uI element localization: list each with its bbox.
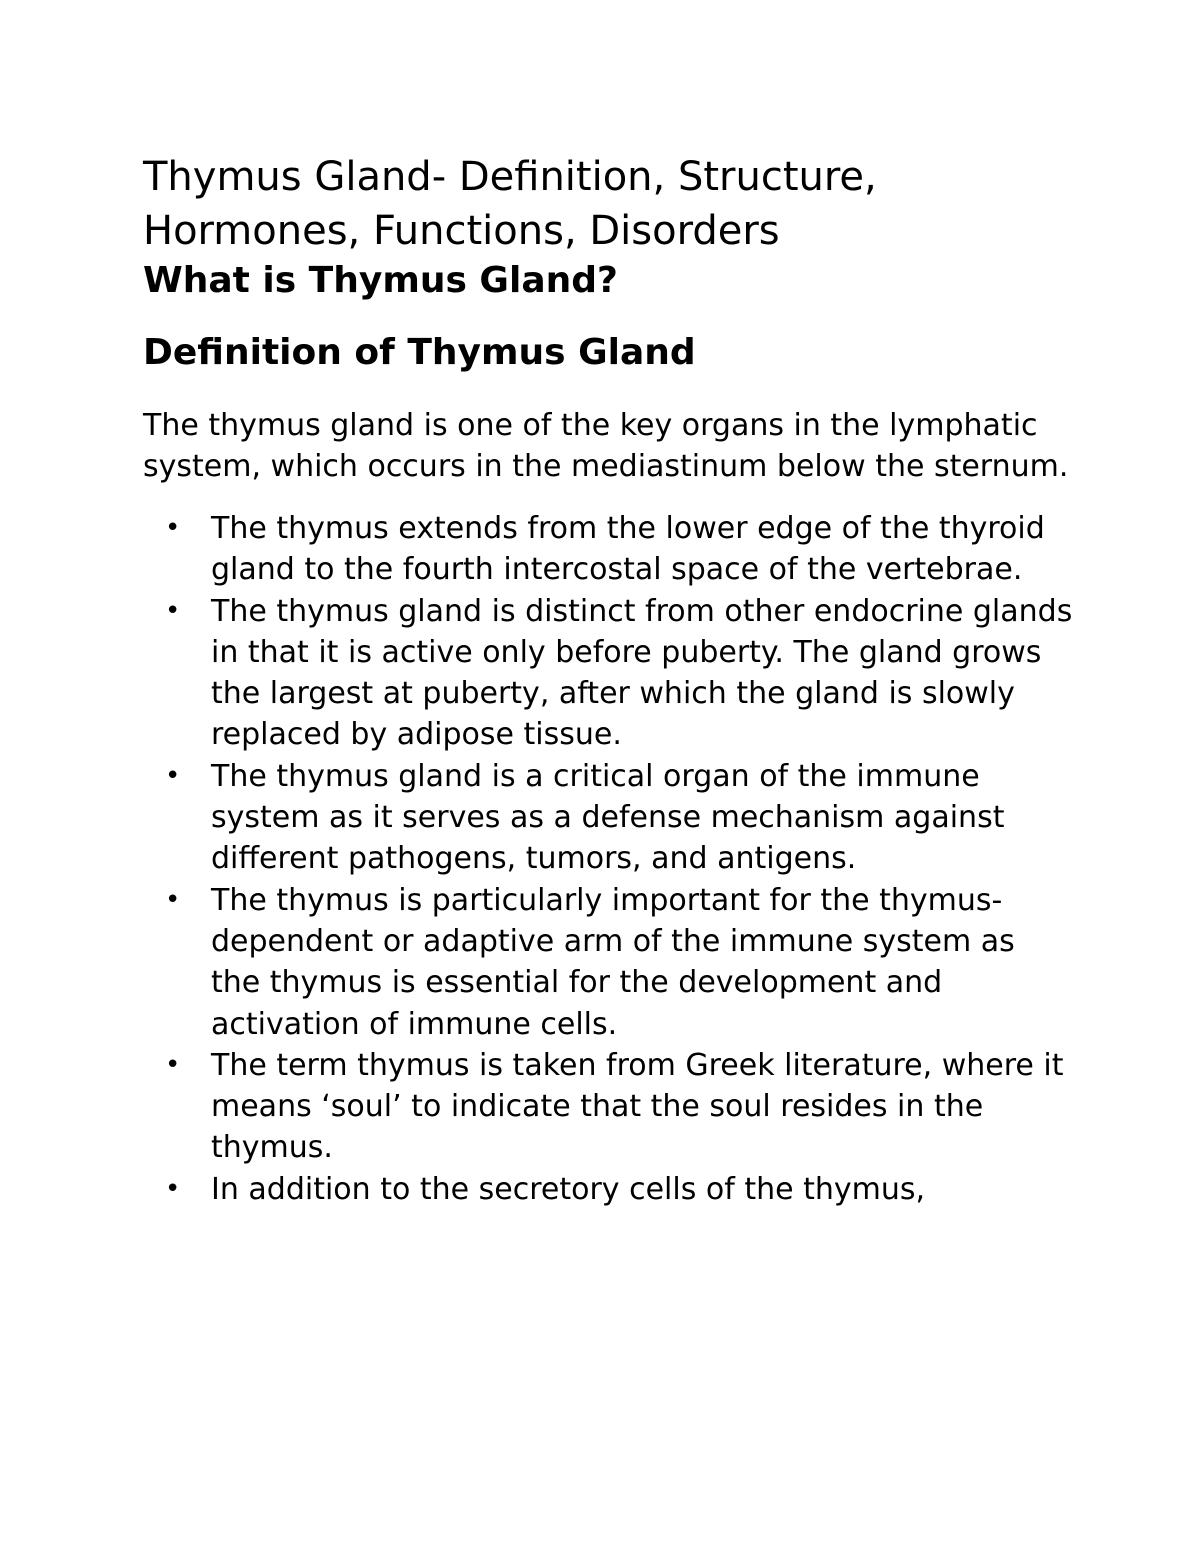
list-item-text: The thymus gland is a critical organ of the immune system as it serves as a defense mechanism against different pathogens, tumors, and antigens. bbox=[211, 758, 1005, 877]
list-item-text: The thymus gland is distinct from other endocrine glands in that it is active only before puberty. The gland grows the largest at puberty, after which the gland is slowly replaced by adipose tissue. bbox=[211, 593, 1073, 753]
list-item bbox=[143, 1045, 1073, 1169]
bullet-icon: • bbox=[165, 595, 181, 626]
list-item-text: The thymus extends from the lower edge of the thyroid gland to the fourth intercostal space of the vertebrae. bbox=[211, 511, 1045, 588]
list-item bbox=[143, 1169, 1073, 1210]
intro-paragraph: The thymus gland is one of the key organs in the lymphatic system, which occurs in the mediastinum below the sternum. bbox=[143, 408, 1069, 484]
document-title bbox=[143, 150, 1073, 258]
list-item bbox=[143, 880, 1073, 1045]
document-page bbox=[143, 150, 1073, 1210]
bullet-icon: • bbox=[165, 760, 181, 791]
heading-what-is: What is Thymus Gland? bbox=[143, 260, 618, 301]
list-item bbox=[143, 591, 1073, 756]
title-line-2: Hormones, Functions, Disorders bbox=[143, 208, 780, 254]
bullet-icon: • bbox=[165, 1049, 181, 1080]
bullet-icon: • bbox=[165, 884, 181, 915]
list-item-text: The thymus is particularly important for the thymus-dependent or adaptive arm of the immune system as the thymus is essential for the development and activation of immune cells. bbox=[211, 882, 1015, 1042]
list-item bbox=[143, 756, 1073, 880]
list-item-text: In addition to the secretory cells of the thymus, bbox=[211, 1171, 926, 1207]
heading-definition: Definition of Thymus Gland bbox=[143, 332, 696, 373]
bullet-list bbox=[143, 508, 1073, 1210]
bullet-icon: • bbox=[165, 1173, 181, 1204]
list-item-text: The term thymus is taken from Greek literature, where it means ‘soul’ to indicate that the soul resides in the thymus. bbox=[211, 1047, 1064, 1166]
bullet-icon: • bbox=[165, 513, 181, 543]
title-line-1: Thymus Gland- Definition, Structure, bbox=[143, 154, 877, 200]
list-item bbox=[143, 508, 1073, 591]
